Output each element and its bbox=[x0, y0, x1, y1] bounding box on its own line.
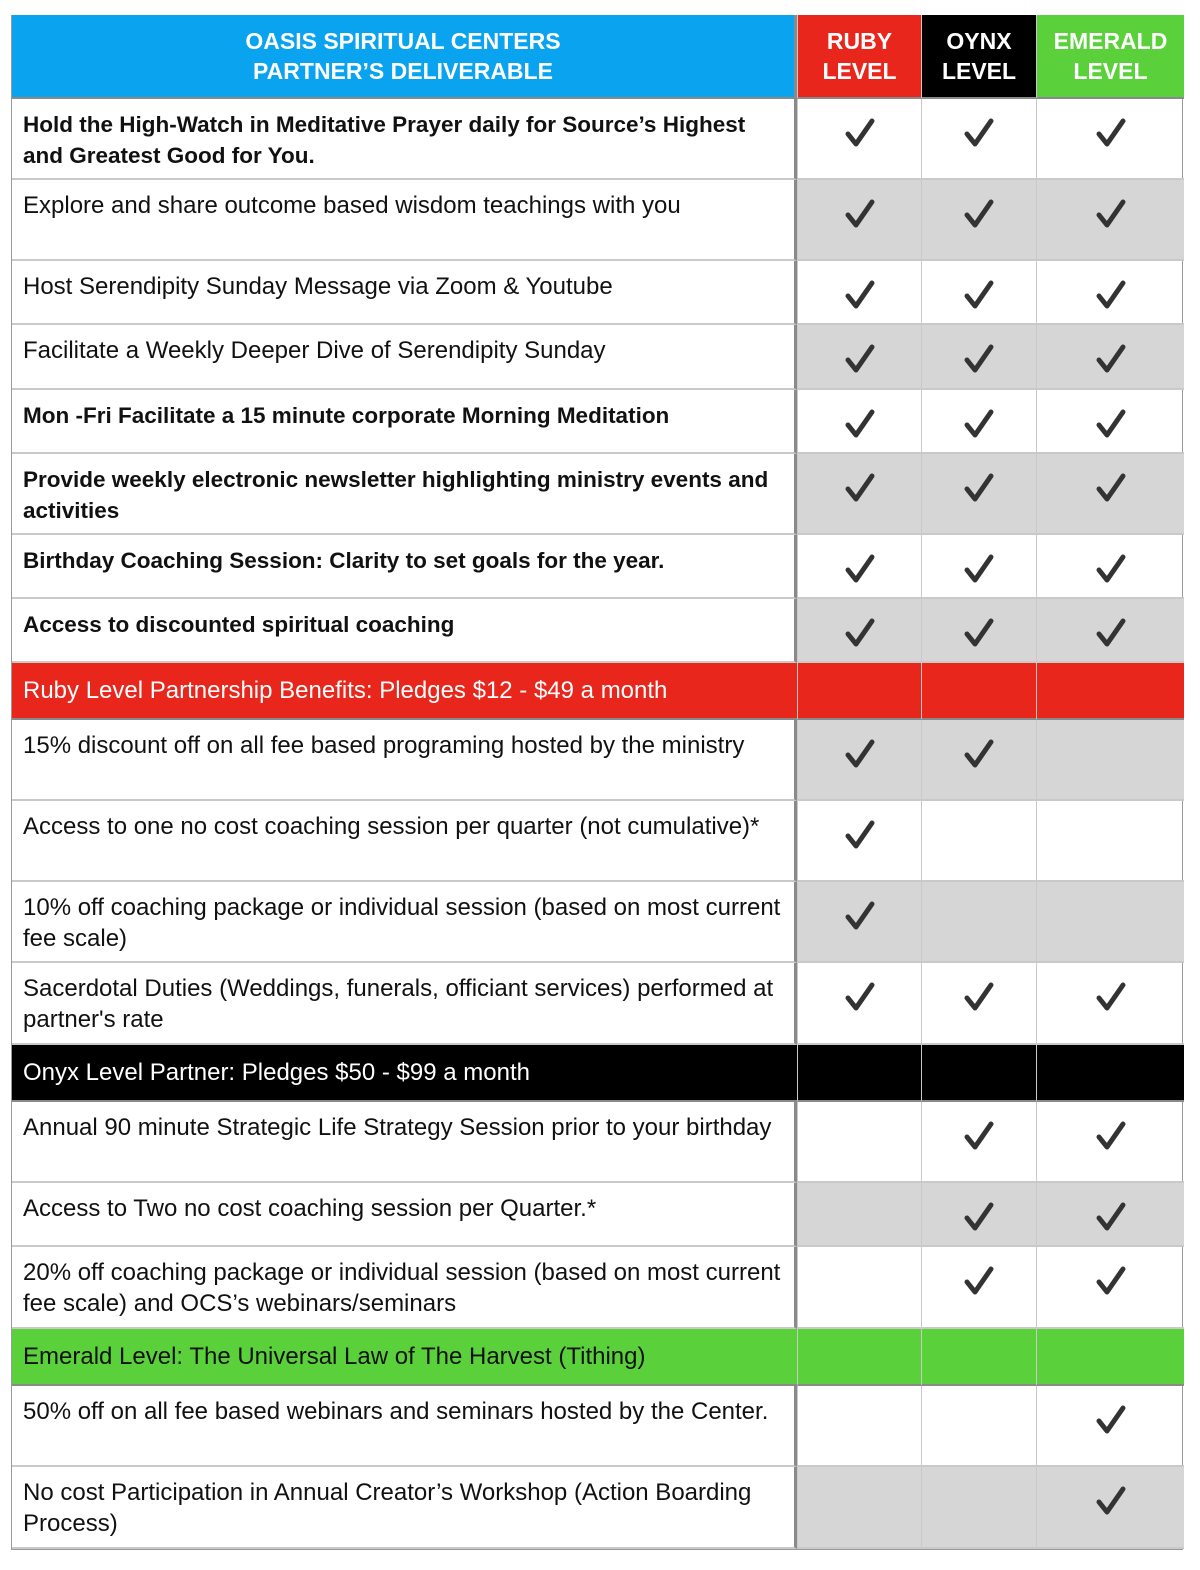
emerald-level-cell bbox=[1036, 720, 1184, 801]
onyx-level-cell bbox=[921, 1467, 1036, 1549]
section-fill-cell bbox=[1036, 1045, 1184, 1102]
check-icon bbox=[1095, 472, 1127, 533]
check-icon bbox=[844, 617, 876, 661]
ruby-level-cell bbox=[797, 261, 921, 325]
check-icon bbox=[963, 117, 995, 178]
check-icon bbox=[1095, 1120, 1127, 1181]
ruby-level-cell bbox=[797, 180, 921, 261]
deliverable-label: Facilitate a Weekly Deeper Dive of Serendipity Sunday bbox=[12, 325, 797, 390]
onyx-level-cell bbox=[921, 1386, 1036, 1467]
ruby-level-cell bbox=[797, 1386, 921, 1467]
deliverable-label: No cost Participation in Annual Creator’s Workshop (Action Boarding Process) bbox=[12, 1467, 797, 1549]
emerald-level-cell bbox=[1036, 454, 1184, 535]
check-icon bbox=[963, 553, 995, 597]
check-icon bbox=[963, 981, 995, 1043]
deliverable-label: Access to one no cost coaching session per quarter (not cumulative)* bbox=[12, 801, 797, 882]
deliverable-label: 15% discount off on all fee based programing hosted by the ministry bbox=[12, 720, 797, 801]
check-icon bbox=[963, 617, 995, 661]
check-icon bbox=[844, 900, 876, 961]
check-icon bbox=[844, 472, 876, 533]
ruby-level-cell bbox=[797, 454, 921, 535]
emerald-level-cell bbox=[1036, 1247, 1184, 1329]
deliverable-label: Birthday Coaching Session: Clarity to set goals for the year. bbox=[12, 535, 797, 599]
check-icon bbox=[963, 1265, 995, 1327]
emerald-level-cell bbox=[1036, 1386, 1184, 1467]
deliverable-label: Explore and share outcome based wisdom teachings with you bbox=[12, 180, 797, 261]
check-icon bbox=[844, 198, 876, 259]
emerald-level-cell bbox=[1036, 963, 1184, 1045]
deliverable-label: 10% off coaching package or individual session (based on most current fee scale) bbox=[12, 882, 797, 963]
onyx-level-cell bbox=[921, 1247, 1036, 1329]
section-fill-cell bbox=[797, 1329, 921, 1386]
emerald-level-cell bbox=[1036, 390, 1184, 454]
check-icon bbox=[1095, 617, 1127, 661]
emerald-level-cell bbox=[1036, 99, 1184, 180]
emerald-level-cell bbox=[1036, 1183, 1184, 1247]
deliverable-label: Access to discounted spiritual coaching bbox=[12, 599, 797, 663]
check-icon bbox=[963, 472, 995, 533]
ruby-level-cell bbox=[797, 720, 921, 801]
check-icon bbox=[963, 1201, 995, 1245]
emerald-level-cell bbox=[1036, 535, 1184, 599]
onyx-level-cell bbox=[921, 1102, 1036, 1183]
check-icon bbox=[1095, 1485, 1127, 1547]
emerald-level-cell bbox=[1036, 1467, 1184, 1549]
deliverable-label: Hold the High-Watch in Meditative Prayer daily for Source’s Highest and Greatest Good for You. bbox=[12, 99, 797, 180]
section-fill-cell bbox=[797, 663, 921, 720]
ruby-level-cell bbox=[797, 1467, 921, 1549]
onyx-level-cell bbox=[921, 454, 1036, 535]
onyx-level-cell bbox=[921, 1183, 1036, 1247]
check-icon bbox=[963, 198, 995, 259]
section-fill-cell bbox=[921, 1045, 1036, 1102]
ruby-level-cell bbox=[797, 801, 921, 882]
ruby-level-cell bbox=[797, 99, 921, 180]
check-icon bbox=[1095, 1201, 1127, 1245]
deliverable-label: Access to Two no cost coaching session per Quarter.* bbox=[12, 1183, 797, 1247]
check-icon bbox=[844, 343, 876, 388]
check-icon bbox=[1095, 198, 1127, 259]
onyx-level-cell bbox=[921, 99, 1036, 180]
ruby-level-cell bbox=[797, 535, 921, 599]
emerald-level-cell bbox=[1036, 801, 1184, 882]
deliverable-label: 50% off on all fee based webinars and seminars hosted by the Center. bbox=[12, 1386, 797, 1467]
table-title: OASIS SPIRITUAL CENTERS PARTNER’S DELIVERABLE bbox=[12, 15, 797, 99]
emerald-level-cell bbox=[1036, 1102, 1184, 1183]
emerald-level-cell bbox=[1036, 882, 1184, 963]
onyx-level-cell bbox=[921, 720, 1036, 801]
check-icon bbox=[844, 279, 876, 323]
section-fill-cell bbox=[797, 1045, 921, 1102]
onyx-level-cell bbox=[921, 261, 1036, 325]
check-icon bbox=[1095, 1265, 1127, 1327]
onyx-level-cell bbox=[921, 390, 1036, 454]
check-icon bbox=[1095, 408, 1127, 452]
ruby-level-cell bbox=[797, 1183, 921, 1247]
check-icon bbox=[963, 279, 995, 323]
onyx-level-cell bbox=[921, 801, 1036, 882]
section-heading-ruby: Ruby Level Partnership Benefits: Pledges $12 - $49 a month bbox=[12, 663, 797, 720]
check-icon bbox=[844, 819, 876, 880]
check-icon bbox=[963, 1120, 995, 1181]
section-fill-cell bbox=[921, 1329, 1036, 1386]
section-fill-cell bbox=[1036, 1329, 1184, 1386]
section-fill-cell bbox=[1036, 663, 1184, 720]
check-icon bbox=[844, 553, 876, 597]
check-icon bbox=[1095, 343, 1127, 388]
check-icon bbox=[844, 408, 876, 452]
check-icon bbox=[1095, 1404, 1127, 1465]
ruby-level-cell bbox=[797, 1102, 921, 1183]
emerald-level-cell bbox=[1036, 325, 1184, 390]
emerald-level-cell bbox=[1036, 599, 1184, 663]
check-icon bbox=[1095, 117, 1127, 178]
ruby-level-cell bbox=[797, 882, 921, 963]
ruby-level-cell bbox=[797, 325, 921, 390]
ruby-level-cell bbox=[797, 390, 921, 454]
onyx-level-cell bbox=[921, 325, 1036, 390]
deliverable-label: Mon -Fri Facilitate a 15 minute corporate Morning Meditation bbox=[12, 390, 797, 454]
check-icon bbox=[844, 981, 876, 1043]
onyx-level-cell bbox=[921, 599, 1036, 663]
check-icon bbox=[844, 117, 876, 178]
check-icon bbox=[963, 738, 995, 799]
check-icon bbox=[1095, 553, 1127, 597]
check-icon bbox=[1095, 279, 1127, 323]
deliverable-label: Sacerdotal Duties (Weddings, funerals, officiant services) performed at partner's rate bbox=[12, 963, 797, 1045]
ruby-level-cell bbox=[797, 963, 921, 1045]
check-icon bbox=[963, 343, 995, 388]
onyx-level-cell bbox=[921, 963, 1036, 1045]
onyx-level-cell bbox=[921, 535, 1036, 599]
check-icon bbox=[963, 408, 995, 452]
ruby-level-header: RUBY LEVEL bbox=[797, 15, 921, 99]
onyx-level-cell bbox=[921, 180, 1036, 261]
check-icon bbox=[1095, 981, 1127, 1043]
section-fill-cell bbox=[921, 663, 1036, 720]
deliverable-label: Provide weekly electronic newsletter highlighting ministry events and activities bbox=[12, 454, 797, 535]
check-icon bbox=[844, 738, 876, 799]
partner-deliverables-table bbox=[11, 15, 1183, 1550]
emerald-level-cell bbox=[1036, 180, 1184, 261]
ruby-level-cell bbox=[797, 1247, 921, 1329]
onyx-level-cell bbox=[921, 882, 1036, 963]
emerald-level-cell bbox=[1036, 261, 1184, 325]
deliverable-label: 20% off coaching package or individual session (based on most current fee scale) and OCS’s webinars/seminars bbox=[12, 1247, 797, 1329]
emerald-level-header: EMERALD LEVEL bbox=[1036, 15, 1184, 99]
section-heading-onyx: Onyx Level Partner: Pledges $50 - $99 a month bbox=[12, 1045, 797, 1102]
section-heading-emerald: Emerald Level: The Universal Law of The Harvest (Tithing) bbox=[12, 1329, 797, 1386]
ruby-level-cell bbox=[797, 599, 921, 663]
deliverable-label: Annual 90 minute Strategic Life Strategy Session prior to your birthday bbox=[12, 1102, 797, 1183]
onyx-level-header: OYNX LEVEL bbox=[921, 15, 1036, 99]
deliverable-label: Host Serendipity Sunday Message via Zoom & Youtube bbox=[12, 261, 797, 325]
